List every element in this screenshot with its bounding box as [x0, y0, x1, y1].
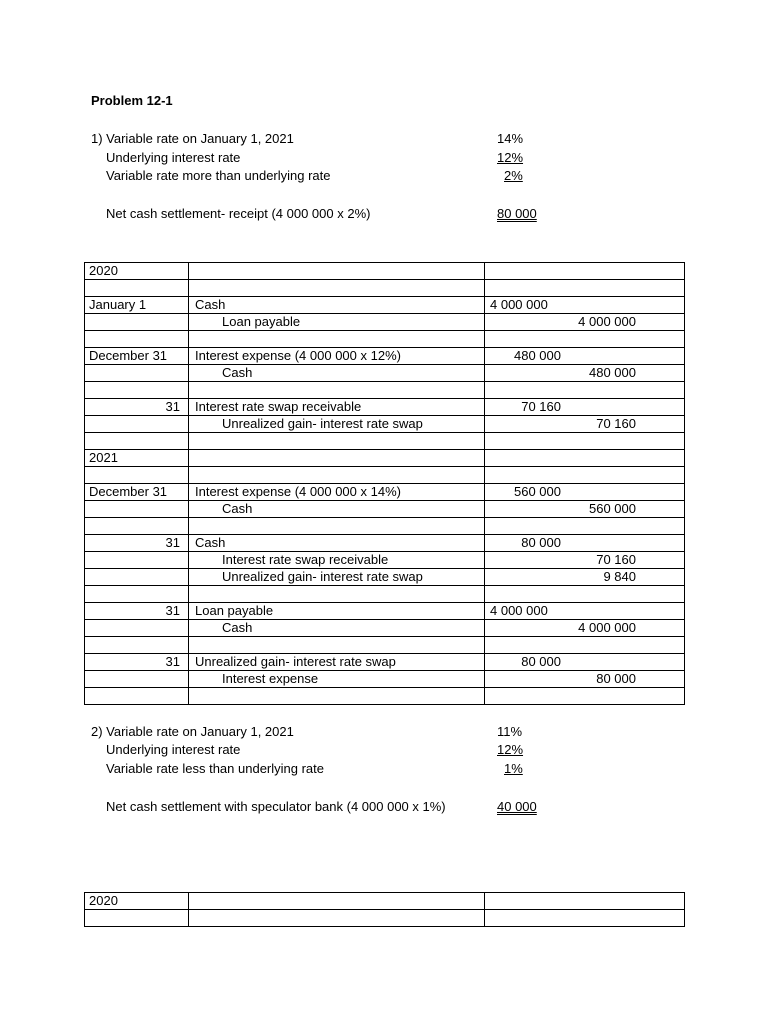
journal-date: 31	[165, 654, 180, 669]
journal-debit: 70 160	[521, 399, 561, 414]
journal-date: December 31	[89, 348, 168, 363]
journal-row	[84, 348, 685, 365]
journal-account: Cash	[222, 501, 253, 516]
journal-account: Loan payable	[195, 603, 274, 618]
journal-table-2	[84, 892, 685, 927]
journal-date: December 31	[89, 484, 168, 499]
journal-date: 31	[165, 399, 180, 414]
part2-line-value: 1%	[504, 761, 523, 776]
journal-row	[84, 280, 685, 297]
page-title: Problem 12-1	[91, 93, 173, 108]
part1-line-label: Variable rate more than underlying rate	[106, 168, 331, 183]
journal-row	[84, 910, 685, 927]
journal-account: Loan payable	[222, 314, 301, 329]
journal-row	[84, 586, 685, 603]
journal-credit: 480 000	[589, 365, 636, 380]
journal-row	[84, 603, 685, 620]
journal-account: Cash	[195, 297, 226, 312]
journal-row	[84, 382, 685, 399]
journal-table-1	[84, 262, 685, 705]
journal-credit: 70 160	[596, 416, 636, 431]
journal-row	[84, 620, 685, 637]
journal-row	[84, 399, 685, 416]
journal-account: Cash	[222, 365, 253, 380]
journal-credit: 560 000	[589, 501, 636, 516]
journal-account: Interest rate swap receivable	[222, 552, 389, 567]
journal-account: Cash	[222, 620, 253, 635]
part2-line-label: 2) Variable rate on January 1, 2021	[91, 724, 294, 739]
journal-row	[84, 671, 685, 688]
journal-row	[84, 433, 685, 450]
journal-row	[84, 314, 685, 331]
journal-debit: 480 000	[514, 348, 561, 363]
journal-credit: 80 000	[596, 671, 636, 686]
journal-date: January 1	[89, 297, 147, 312]
journal-account: Interest expense	[222, 671, 319, 686]
journal-credit: 4 000 000	[578, 314, 636, 329]
journal-date: 2020	[89, 893, 118, 908]
journal-account: Unrealized gain- interest rate swap	[195, 654, 396, 669]
journal-row	[84, 262, 685, 280]
part2-line-value: 11%	[497, 724, 523, 739]
part1-line-label: Underlying interest rate	[106, 150, 241, 165]
part1-settlement-label: Net cash settlement- receipt (4 000 000 x 2%)	[106, 206, 371, 221]
journal-credit: 9 840	[603, 569, 636, 584]
journal-row	[84, 484, 685, 501]
journal-date: 31	[165, 535, 180, 550]
journal-account: Interest expense (4 000 000 x 12%)	[195, 348, 401, 363]
journal-row	[84, 365, 685, 382]
part1-line-value: 2%	[504, 168, 523, 183]
journal-row	[84, 297, 685, 314]
part1-line-value: 12%	[497, 150, 524, 165]
journal-row	[84, 467, 685, 484]
journal-account: Unrealized gain- interest rate swap	[222, 569, 423, 584]
journal-account: Unrealized gain- interest rate swap	[222, 416, 423, 431]
journal-account: Cash	[195, 535, 226, 550]
part1-line-label: 1) Variable rate on January 1, 2021	[91, 131, 294, 146]
part1-settlement-value: 80 000	[497, 206, 537, 221]
part2-settlement-label: Net cash settlement with speculator bank (4 000 000 x 1%)	[106, 799, 446, 814]
journal-row	[84, 552, 685, 569]
journal-row	[84, 637, 685, 654]
part2-line-label: Variable rate less than underlying rate	[106, 761, 324, 776]
journal-debit: 4 000 000	[490, 603, 548, 618]
journal-row	[84, 535, 685, 552]
journal-row	[84, 569, 685, 586]
part1-line-value: 14%	[497, 131, 524, 146]
journal-account: Interest rate swap receivable	[195, 399, 362, 414]
journal-date: 31	[165, 603, 180, 618]
journal-row	[84, 892, 685, 910]
journal-row	[84, 416, 685, 433]
journal-row	[84, 331, 685, 348]
journal-row	[84, 654, 685, 671]
part2-settlement-value: 40 000	[497, 799, 537, 814]
journal-row	[84, 518, 685, 535]
journal-account: Interest expense (4 000 000 x 14%)	[195, 484, 401, 499]
journal-credit: 4 000 000	[578, 620, 636, 635]
journal-row	[84, 501, 685, 518]
journal-date: 2020	[89, 263, 118, 278]
journal-date: 2021	[89, 450, 118, 465]
journal-row	[84, 688, 685, 705]
journal-debit: 4 000 000	[490, 297, 548, 312]
journal-debit: 80 000	[521, 535, 561, 550]
part2-line-label: Underlying interest rate	[106, 742, 241, 757]
journal-debit: 560 000	[514, 484, 561, 499]
journal-credit: 70 160	[596, 552, 636, 567]
part2-line-value: 12%	[497, 742, 524, 757]
journal-debit: 80 000	[521, 654, 561, 669]
journal-row	[84, 450, 685, 467]
